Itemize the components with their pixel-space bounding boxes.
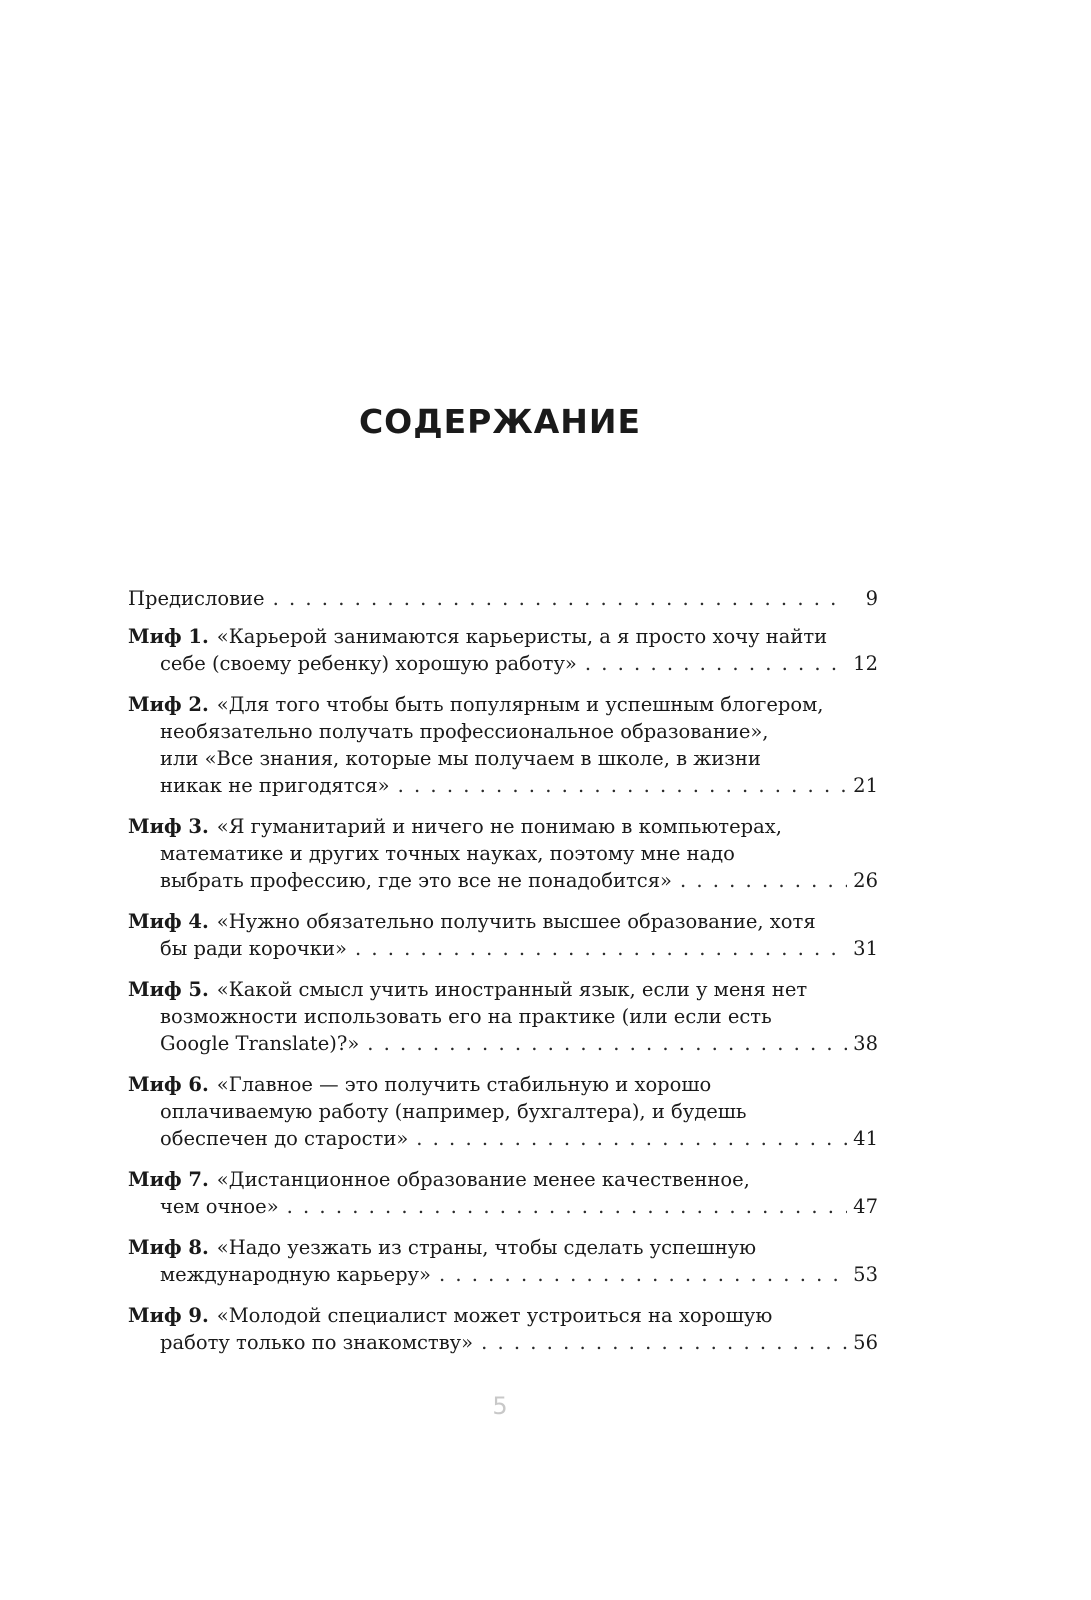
toc-entry-text: «Какой смысл учить иностранный язык, если у меня нет — [216, 978, 808, 1001]
toc-page-number: 38 — [853, 1032, 878, 1055]
toc-entry — [128, 908, 878, 962]
toc-entry-text: обеспечен до старости» — [160, 1127, 409, 1150]
toc-entry — [128, 1071, 878, 1152]
toc-entry-text: «Надо уезжать из страны, чтобы сделать успешную — [216, 1236, 757, 1259]
toc-entry-last-line — [128, 1329, 878, 1356]
toc-entry-text: «Молодой специалист может устроиться на хорошую — [216, 1304, 773, 1327]
toc-entry — [128, 623, 878, 677]
toc-entry — [128, 976, 878, 1057]
toc-entry — [128, 1234, 878, 1288]
toc-entry-last-line — [128, 1193, 878, 1220]
toc-entry-line — [128, 745, 878, 772]
toc-entry-text: бы ради корочки» — [160, 937, 347, 960]
toc-entry-text: никак не пригодятся» — [160, 774, 390, 797]
page-number: 5 — [492, 1392, 508, 1420]
dot-leader — [398, 772, 848, 799]
toc-entry-text: международную карьеру» — [160, 1263, 431, 1286]
toc-page-number: 56 — [853, 1331, 878, 1354]
dot-leader — [585, 650, 847, 677]
toc-entry-last-line — [128, 1030, 878, 1057]
toc-entry-line — [128, 1234, 878, 1261]
toc-entry-line — [128, 840, 878, 867]
toc-entry — [128, 585, 878, 612]
toc-entry-text: «Нужно обязательно получить высшее образование, хотя — [216, 910, 816, 933]
toc-entry-last-line — [128, 867, 878, 894]
toc-entry-line — [128, 1302, 878, 1329]
toc-entry-text: Google Translate)?» — [160, 1032, 360, 1055]
toc-entry-label: Миф 5. — [128, 978, 209, 1001]
dot-leader — [439, 1261, 847, 1288]
toc-entry-line — [128, 1166, 878, 1193]
toc-entry-text: «Я гуманитарий и ничего не понимаю в компьютерах, — [216, 815, 782, 838]
table-of-contents — [128, 585, 878, 1370]
toc-entry-label: Миф 2. — [128, 693, 209, 716]
toc-entry-last-line — [128, 1125, 878, 1152]
dot-leader — [367, 1030, 847, 1057]
toc-entry-line — [128, 1003, 878, 1030]
toc-page-number: 12 — [853, 652, 878, 675]
toc-entry-last-line — [128, 650, 878, 677]
toc-entry-label: Миф 3. — [128, 815, 209, 838]
toc-page-number: 9 — [865, 587, 878, 610]
toc-entry-last-line — [128, 935, 878, 962]
toc-entry-last-line — [128, 1261, 878, 1288]
toc-entry-label: Миф 6. — [128, 1073, 209, 1096]
toc-page-number: 26 — [853, 869, 878, 892]
toc-entry-last-line — [128, 772, 878, 799]
toc-entry-line — [128, 718, 878, 745]
toc-entry-text: «Для того чтобы быть популярным и успешным блогером, — [216, 693, 824, 716]
toc-entry-text: «Карьерой занимаются карьеристы, а я просто хочу найти — [216, 625, 828, 648]
toc-entry — [128, 813, 878, 894]
toc-entry-text: чем очное» — [160, 1195, 279, 1218]
dot-leader — [273, 585, 848, 612]
toc-entry-line — [128, 976, 878, 1003]
toc-entry-label: Миф 9. — [128, 1304, 209, 1327]
toc-entry-line — [128, 908, 878, 935]
toc-page-number: 21 — [853, 774, 878, 797]
toc-entry-text: возможности использовать его на практике (или если есть — [160, 1005, 772, 1028]
toc-entry-text: Предисловие — [128, 587, 265, 610]
toc-entry-text: «Дистанционное образование менее качественное, — [216, 1168, 750, 1191]
toc-entry-line — [128, 1098, 878, 1125]
toc-entry-text: выбрать профессию, где это все не понадобится» — [160, 869, 672, 892]
toc-page-number: 47 — [853, 1195, 878, 1218]
toc-entry — [128, 1166, 878, 1220]
dot-leader — [287, 1193, 848, 1220]
toc-entry-text: или «Все знания, которые мы получаем в школе, в жизни — [160, 747, 761, 770]
dot-leader — [680, 867, 847, 894]
toc-entry-label: Миф 8. — [128, 1236, 209, 1259]
page-title: СОДЕРЖАНИЕ — [358, 402, 642, 441]
dot-leader — [355, 935, 847, 962]
dot-leader — [481, 1329, 847, 1356]
toc-entry-text: работу только по знакомству» — [160, 1331, 474, 1354]
toc-entry — [128, 691, 878, 799]
toc-entry-text: необязательно получать профессиональное образование», — [160, 720, 769, 743]
toc-page-number: 53 — [853, 1263, 878, 1286]
toc-entry-last-line — [128, 585, 878, 612]
toc-entry-line — [128, 1071, 878, 1098]
dot-leader — [416, 1125, 847, 1152]
toc-entry — [128, 1302, 878, 1356]
toc-entry-label: Миф 1. — [128, 625, 209, 648]
toc-page-number: 41 — [853, 1127, 878, 1150]
toc-entry-line — [128, 813, 878, 840]
toc-entry-text: математике и других точных науках, поэтому мне надо — [160, 842, 735, 865]
toc-entry-text: себе (своему ребенку) хорошую работу» — [160, 652, 577, 675]
toc-entry-label: Миф 7. — [128, 1168, 209, 1191]
toc-entry-line — [128, 691, 878, 718]
toc-entry-text: оплачиваемую работу (например, бухгалтера), и будешь — [160, 1100, 747, 1123]
toc-entry-text: «Главное — это получить стабильную и хорошо — [216, 1073, 712, 1096]
toc-entry-line — [128, 623, 878, 650]
toc-entry-label: Миф 4. — [128, 910, 209, 933]
toc-page-number: 31 — [853, 937, 878, 960]
